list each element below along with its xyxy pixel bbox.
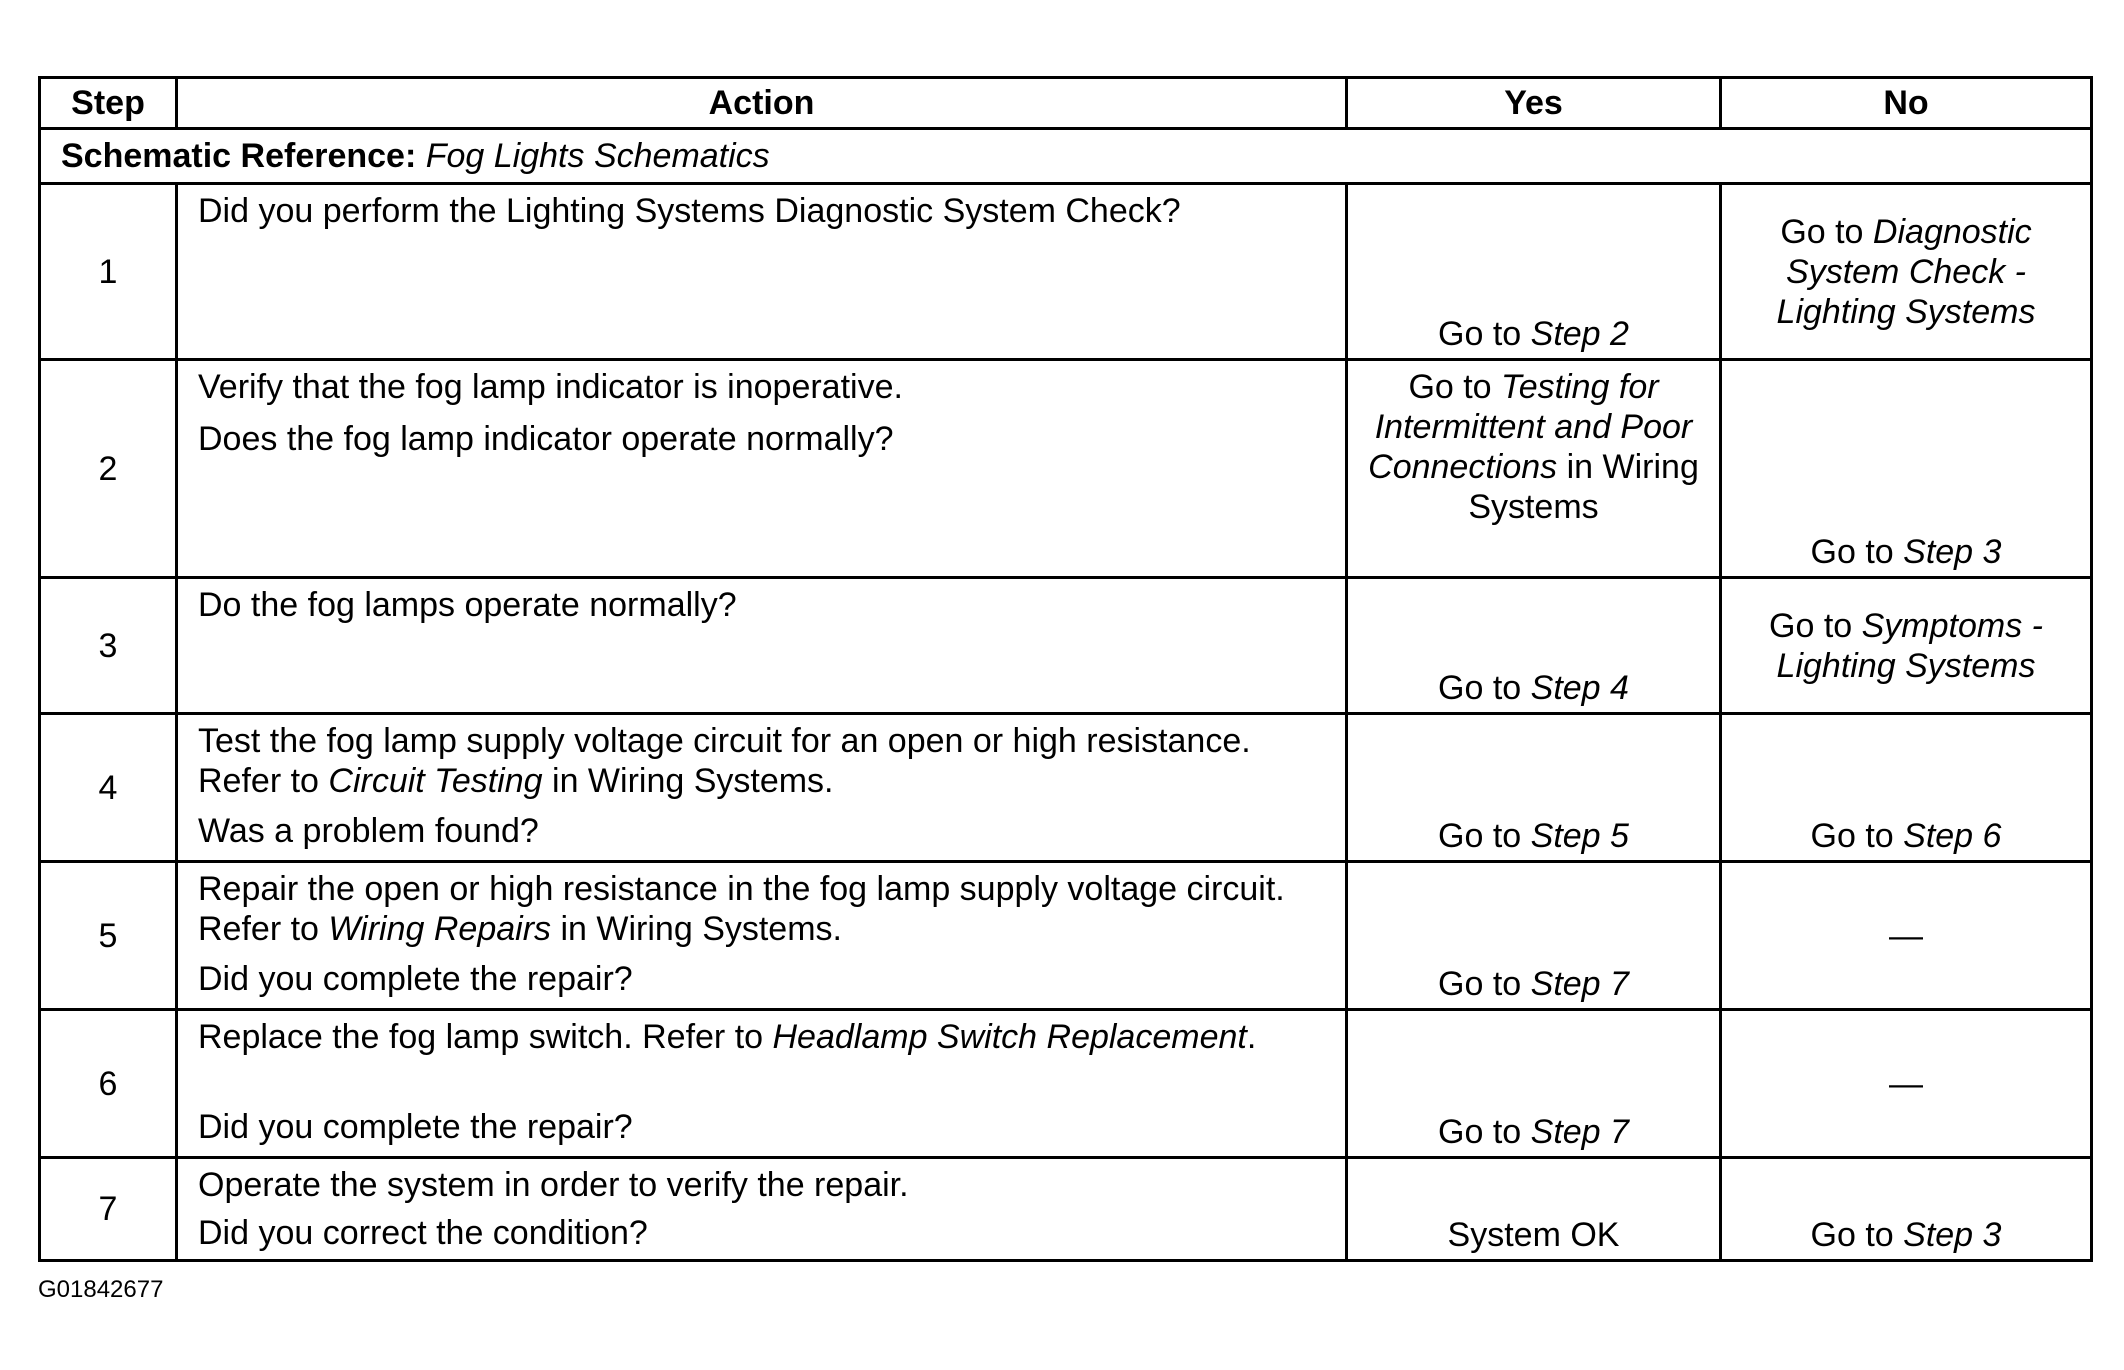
action-text: Replace the fog lamp switch. Refer to Headlamp Switch Replacement. bbox=[198, 1018, 1257, 1056]
header-step: Step bbox=[40, 78, 177, 129]
action-text: Did you perform the Lighting Systems Diagnostic System Check? bbox=[198, 192, 1181, 230]
no-link[interactable]: Step 6 bbox=[1903, 817, 2002, 855]
no-prefix: Go to bbox=[1810, 1216, 1904, 1254]
yes-cell bbox=[1347, 578, 1721, 714]
no-cell bbox=[1721, 578, 2092, 714]
schematic-label: Schematic Reference: bbox=[61, 137, 417, 175]
step-number: 4 bbox=[40, 714, 177, 862]
no-prefix: Go to bbox=[1780, 212, 1873, 251]
no-prefix: Go to bbox=[1810, 817, 1904, 855]
diagnostic-table-container bbox=[38, 76, 2090, 1262]
step-number: 6 bbox=[40, 1010, 177, 1158]
no-cell bbox=[1721, 360, 2092, 578]
table-row bbox=[40, 1010, 2092, 1158]
yes-link[interactable]: Step 7 bbox=[1530, 1113, 1629, 1151]
no-link[interactable]: Step 3 bbox=[1903, 1216, 2002, 1254]
action-link[interactable]: Circuit Testing bbox=[328, 762, 543, 800]
action-question: Was a problem found? bbox=[198, 812, 539, 850]
no-dash: — bbox=[1889, 1064, 1923, 1103]
action-cell bbox=[177, 578, 1347, 714]
step-number: 7 bbox=[40, 1158, 177, 1261]
action-question: Did you correct the condition? bbox=[198, 1214, 648, 1252]
action-link[interactable]: Wiring Repairs bbox=[328, 910, 552, 948]
action-text: Repair the open or high resistance in the fog lamp supply voltage circuit. Refer to Wiring Repairs in Wiring Systems. bbox=[198, 870, 1285, 948]
diagnostic-table bbox=[38, 76, 2093, 1262]
header-yes: Yes bbox=[1347, 78, 1721, 129]
no-cell bbox=[1721, 184, 2092, 360]
table-row bbox=[40, 184, 2092, 360]
yes-prefix: Go to bbox=[1438, 669, 1531, 707]
action-cell bbox=[177, 184, 1347, 360]
yes-suffix: in Wiring Systems bbox=[1468, 448, 1699, 526]
table-row bbox=[40, 1158, 2092, 1261]
action-text: Verify that the fog lamp indicator is inoperative. bbox=[198, 368, 903, 406]
action-cell bbox=[177, 1010, 1347, 1158]
action-cell bbox=[177, 360, 1347, 578]
action-text: Operate the system in order to verify the repair. bbox=[198, 1166, 909, 1204]
yes-link[interactable]: Step 7 bbox=[1530, 965, 1629, 1003]
yes-link[interactable]: Step 5 bbox=[1530, 817, 1629, 855]
no-prefix: Go to bbox=[1769, 606, 1862, 645]
header-action: Action bbox=[177, 78, 1347, 129]
no-cell bbox=[1721, 1010, 2092, 1158]
no-link[interactable]: Diagnostic System Check - Lighting Systems bbox=[1776, 212, 2036, 331]
schematic-link[interactable]: Fog Lights Schematics bbox=[425, 137, 770, 175]
action-question: Did you complete the repair? bbox=[198, 960, 633, 998]
no-link[interactable]: Symptoms - Lighting Systems bbox=[1776, 606, 2043, 685]
header-row bbox=[40, 78, 2092, 129]
no-cell bbox=[1721, 714, 2092, 862]
action-cell bbox=[177, 1158, 1347, 1261]
yes-prefix: Go to bbox=[1438, 965, 1531, 1003]
step-number: 5 bbox=[40, 862, 177, 1010]
action-cell bbox=[177, 714, 1347, 862]
step-number: 2 bbox=[40, 360, 177, 578]
yes-cell bbox=[1347, 360, 1721, 578]
action-link[interactable]: Headlamp Switch Replacement bbox=[772, 1018, 1247, 1056]
no-prefix: Go to bbox=[1810, 533, 1904, 571]
yes-cell bbox=[1347, 714, 1721, 862]
no-cell bbox=[1721, 1158, 2092, 1261]
yes-prefix: Go to bbox=[1438, 315, 1531, 353]
yes-link[interactable]: Step 4 bbox=[1530, 669, 1629, 707]
yes-link[interactable]: Step 2 bbox=[1530, 315, 1629, 353]
schematic-row bbox=[40, 129, 2092, 184]
yes-cell bbox=[1347, 1158, 1721, 1261]
header-no: No bbox=[1721, 78, 2092, 129]
yes-result: System OK bbox=[1447, 1216, 1620, 1254]
yes-link[interactable]: Testing for Intermittent and Poor Connections bbox=[1368, 368, 1693, 486]
yes-prefix: Go to bbox=[1438, 817, 1531, 855]
schematic-reference bbox=[40, 129, 2092, 184]
step-number: 1 bbox=[40, 184, 177, 360]
step-number: 3 bbox=[40, 578, 177, 714]
action-text: Test the fog lamp supply voltage circuit for an open or high resistance. Refer to Circuit Testing in Wiring Systems. bbox=[198, 722, 1251, 800]
action-text: Do the fog lamps operate normally? bbox=[198, 586, 737, 624]
table-row bbox=[40, 360, 2092, 578]
no-link[interactable]: Step 3 bbox=[1903, 533, 2002, 571]
table-row bbox=[40, 578, 2092, 714]
no-cell bbox=[1721, 862, 2092, 1010]
yes-cell bbox=[1347, 862, 1721, 1010]
yes-prefix: Go to bbox=[1438, 1113, 1531, 1151]
action-question: Does the fog lamp indicator operate normally? bbox=[198, 420, 894, 458]
table-row bbox=[40, 862, 2092, 1010]
no-dash: — bbox=[1889, 916, 1923, 955]
action-question: Did you complete the repair? bbox=[198, 1108, 633, 1146]
figure-id: G01842677 bbox=[38, 1276, 164, 1303]
yes-cell bbox=[1347, 1010, 1721, 1158]
table-row bbox=[40, 714, 2092, 862]
yes-cell bbox=[1347, 184, 1721, 360]
yes-prefix: Go to bbox=[1408, 368, 1502, 406]
action-cell bbox=[177, 862, 1347, 1010]
